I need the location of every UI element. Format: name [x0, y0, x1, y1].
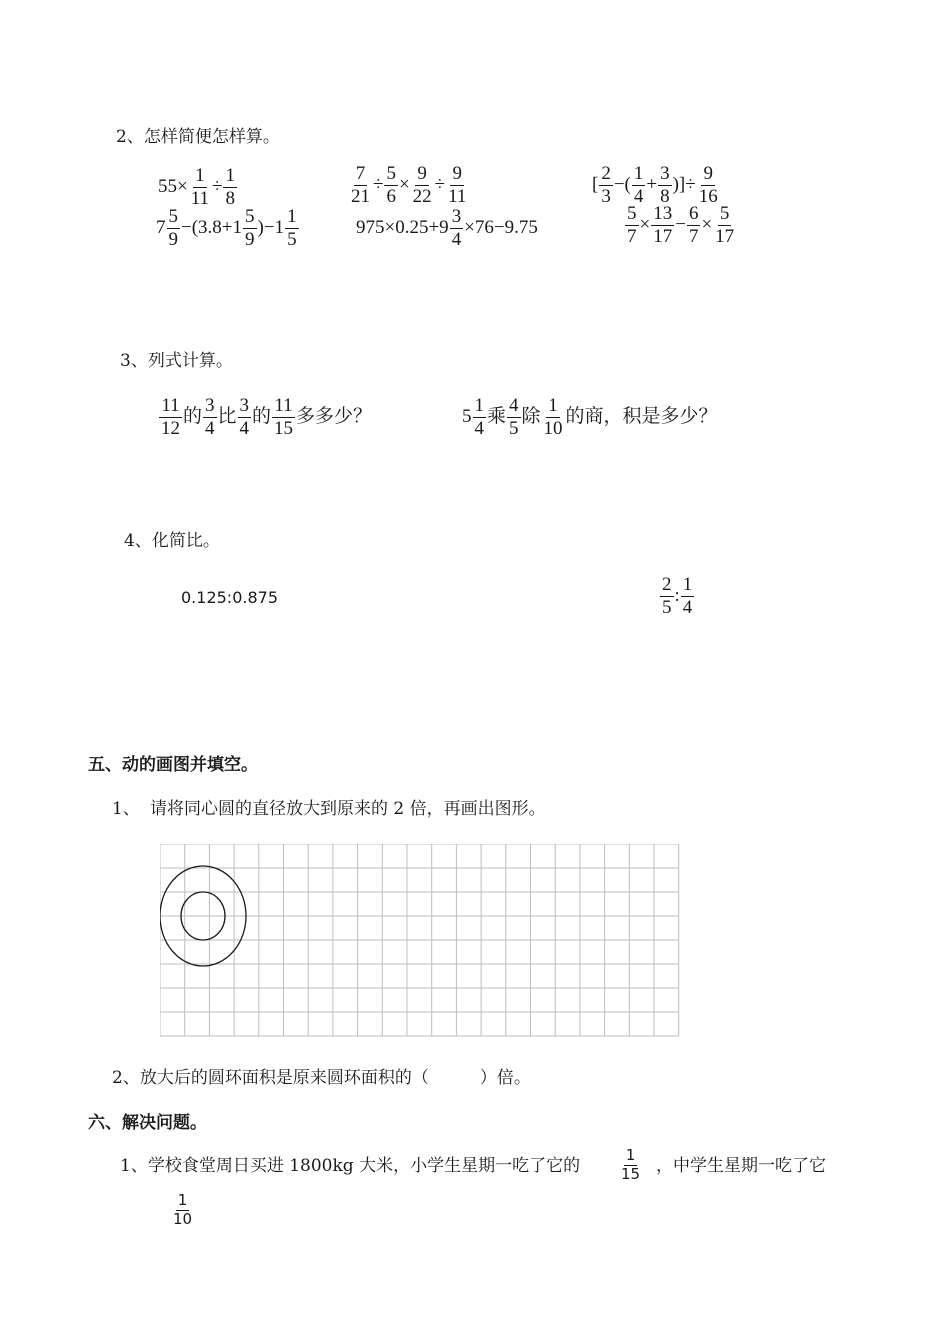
section6-q1-text-a: 1、学校食堂周日买进 1800kg 大米，小学生星期一吃了它的 [120, 1156, 581, 1176]
section5-q1-text: 请将同心圆的直径放大到原来的 2 倍，再画出图形。 [150, 799, 546, 819]
grid-figure [160, 844, 680, 1038]
expr-4: 7 $\frac{5}{9}$ −(3.8+1 $\frac{5}{9}$ )−1 $\frac{1}{5}$ [156, 206, 297, 250]
q2-title: 2、怎样简便怎样算。 [116, 127, 280, 147]
section5-heading: 五、动的画图并填空。 [88, 755, 258, 775]
section6-heading: 六、解决问题。 [88, 1113, 207, 1133]
q3-problem-1: $\frac{11}{12}$ 的 $\frac{3}{4}$ 比 $\frac{3}{4}$ 的 $\frac{11}{15}$ 多多少？ [161, 395, 373, 439]
q3-problem-2: 5 $\frac{1}{4}$ 乘 $\frac{4}{5}$ 除 $\frac{1}{10}$ 的商，积是多少？ [462, 395, 718, 439]
expr-1: 55× $\frac{1}{11}$ ÷ $\frac{1}{8}$ [158, 165, 235, 209]
q3-title: 3、列式计算。 [120, 351, 233, 371]
section6-q1-fraction-2: $\frac{1}{10}$ [173, 1191, 193, 1228]
section5-q1-number: 1、 [112, 799, 140, 819]
section6-q1-fraction-1: $\frac{1}{15}$ [621, 1146, 641, 1183]
expr-5: 975×0.25+9 $\frac{3}{4}$ ×76−9.75 [356, 206, 538, 250]
expr-6: $\frac{5}{7}$ × $\frac{13}{17}$ − $\frac{6}{7}$ × $\frac{5}{17}$ [627, 203, 735, 247]
ratio-2: $\frac{2}{5}$ : $\frac{1}{4}$ [662, 574, 693, 618]
expr-3: [ $\frac{2}{3}$ −( $\frac{1}{4}$ + $\frac{3}{8}$ )]÷ $\frac{9}{16}$ [592, 164, 718, 202]
q4-title: 4、化简比。 [124, 531, 220, 551]
section6-q1-text-b: ，中学生星期一吃了它 [656, 1156, 826, 1176]
grid-svg [160, 844, 680, 1038]
ratio-1: 0.125:0.875 [181, 588, 278, 607]
expr-2: $\frac{7}{21}$ ÷ $\frac{5}{6}$ × $\frac{9}{22}$ ÷ $\frac{9}{11}$ [351, 164, 467, 204]
section5-q2-text: 2、放大后的圆环面积是原来圆环面积的（ ）倍。 [112, 1068, 531, 1088]
